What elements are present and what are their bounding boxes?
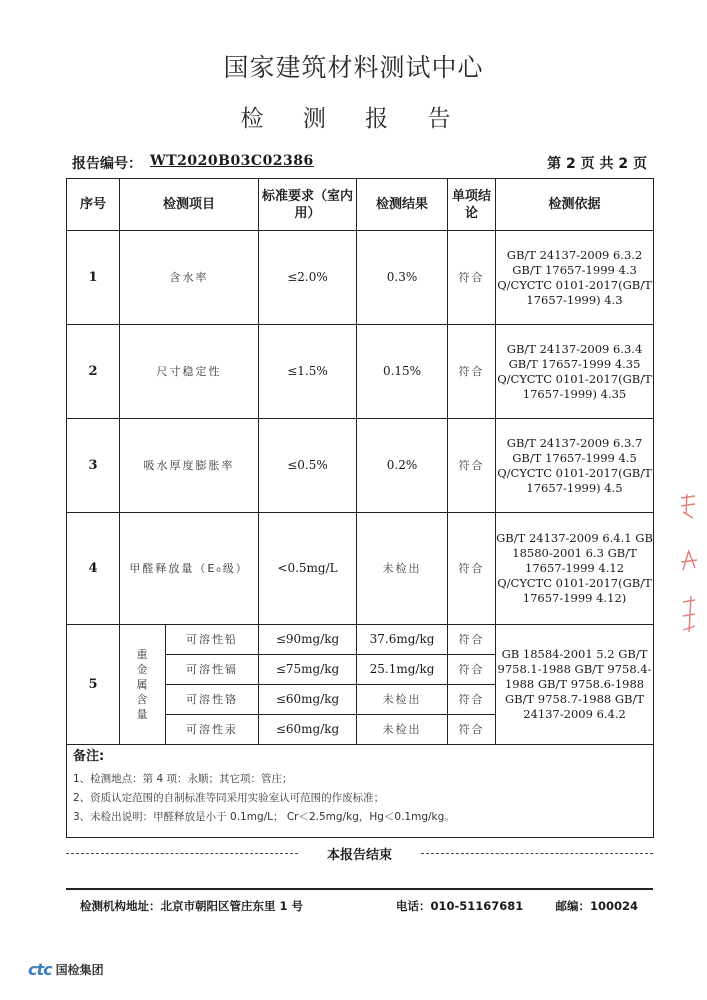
subitem-name: 可溶性铅 [166,625,259,655]
table-row [67,231,654,325]
row-basis: GB/T 24137-2009 6.3.7 GB/T 17657-1999 4.5 Q/CYCTC 0101-2017(GB/T 17657-1999) 4.5 [496,419,654,513]
row-standard: ≤1.5% [259,325,357,419]
row-result: 0.3% [357,231,448,325]
red-seal-fragment-icon [677,492,701,642]
row-result: 0.2% [357,419,448,513]
row-conclusion: 符合 [448,325,496,419]
subitem-result: 37.6mg/kg [357,625,448,655]
row-conclusion: 符合 [448,513,496,625]
subitem-standard: ≤60mg/kg [259,685,357,715]
logo-text: 国检集团 [55,962,104,977]
col-header-basis: 检测依据 [496,179,654,231]
heavy-metal-label-text: 重金属含量 [136,648,149,721]
heavy-metal-label [120,625,166,745]
footer-address: 检测机构地址：北京市朝阳区管庄东里 1 号 [80,899,304,913]
report-info-line [72,153,647,173]
remarks-row [67,745,654,838]
end-divider-right [421,853,653,854]
remark-line: 3、未检出说明：甲醛释放是小于 0.1mg/L； Cr＜2.5mg/kg，Hg＜0.1mg/kg。 [73,811,455,823]
remarks-cell [67,745,654,838]
row-basis: GB/T 24137-2009 6.3.2 GB/T 17657-1999 4.3 Q/CYCTC 0101-2017(GB/T 17657-1999) 4.3 [496,231,654,325]
row-standard: ≤0.5% [259,419,357,513]
subitem-conclusion: 符合 [448,715,496,745]
row-no: 5 [67,625,120,745]
row-no: 3 [67,419,120,513]
subitem-result: 25.1mg/kg [357,655,448,685]
row-no: 1 [67,231,120,325]
subitem-name: 可溶性汞 [166,715,259,745]
row-item: 尺寸稳定性 [120,325,259,419]
row-conclusion: 符合 [448,419,496,513]
report-end-text: 本报告结束 [326,848,392,863]
remark-line: 1、检测地点：第 4 项：永顺；其它项：管庄； [73,773,293,785]
row-item: 吸水厚度膨胀率 [120,419,259,513]
page-info: 第 2 页 共 2 页 [547,156,647,172]
report-end-line [66,843,653,863]
subitem-conclusion: 符合 [448,625,496,655]
col-header-standard: 标准要求（室内用） [259,179,357,231]
heavy-metal-basis: GB 18584-2001 5.2 GB/T 9758.1-1988 GB/T 9758.4-1988 GB/T 9758.6-1988 GB/T 9758.7-1988 GB/T 24137-2009 6.4.2 [496,625,654,745]
footer-divider [66,888,653,890]
subitem-conclusion: 符合 [448,655,496,685]
row-no: 2 [67,325,120,419]
subitem-standard: ≤60mg/kg [259,715,357,745]
table-row [67,419,654,513]
table-row [67,513,654,625]
col-header-conclusion: 单项结论 [448,179,496,231]
report-no-label: 报告编号： [72,156,142,172]
doc-title: 检 测 报 告 [240,106,467,132]
footer-postcode: 邮编：100024 [555,899,638,913]
remark-line: 2、资质认定范围的自制标准等同采用实验室认可范围的作废标准； [73,792,385,804]
row-item: 含水率 [120,231,259,325]
header-row [67,179,654,231]
subitem-result: 未检出 [357,685,448,715]
table-row [67,325,654,419]
subitem-conclusion: 符合 [448,685,496,715]
row-result: 0.15% [357,325,448,419]
row-standard: <0.5mg/L [259,513,357,625]
subitem-standard: ≤90mg/kg [259,625,357,655]
subitem-name: 可溶性镉 [166,655,259,685]
row-standard: ≤2.0% [259,231,357,325]
row-item: 甲醛释放量（E₀级） [120,513,259,625]
results-table [66,178,654,838]
ctc-logo [28,958,104,980]
footer-phone: 电话：010-51167681 [396,899,524,913]
row-no: 4 [67,513,120,625]
org-title: 国家建筑材料测试中心 [223,53,484,82]
subitem-result: 未检出 [357,715,448,745]
col-header-result: 检测结果 [357,179,448,231]
row-result: 未检出 [357,513,448,625]
col-header-item: 检测项目 [120,179,259,231]
subitem-standard: ≤75mg/kg [259,655,357,685]
col-header-no: 序号 [67,179,120,231]
ctc-logo-icon: ctc [28,959,52,979]
row-basis: GB/T 24137-2009 6.4.1 GB 18580-2001 6.3 GB/T 17657-1999 4.12 Q/CYCTC 0101-2017(GB/T 17657-1999 4.12) [496,513,654,625]
remarks-title: 备注: [73,749,105,764]
report-no: WT2020B03C02386 [150,153,314,169]
subitem-name: 可溶性铬 [166,685,259,715]
row-conclusion: 符合 [448,231,496,325]
heavy-metal-row [67,625,654,655]
footer [80,898,650,916]
row-basis: GB/T 24137-2009 6.3.4 GB/T 17657-1999 4.35 Q/CYCTC 0101-2017(GB/T 17657-1999) 4.35 [496,325,654,419]
